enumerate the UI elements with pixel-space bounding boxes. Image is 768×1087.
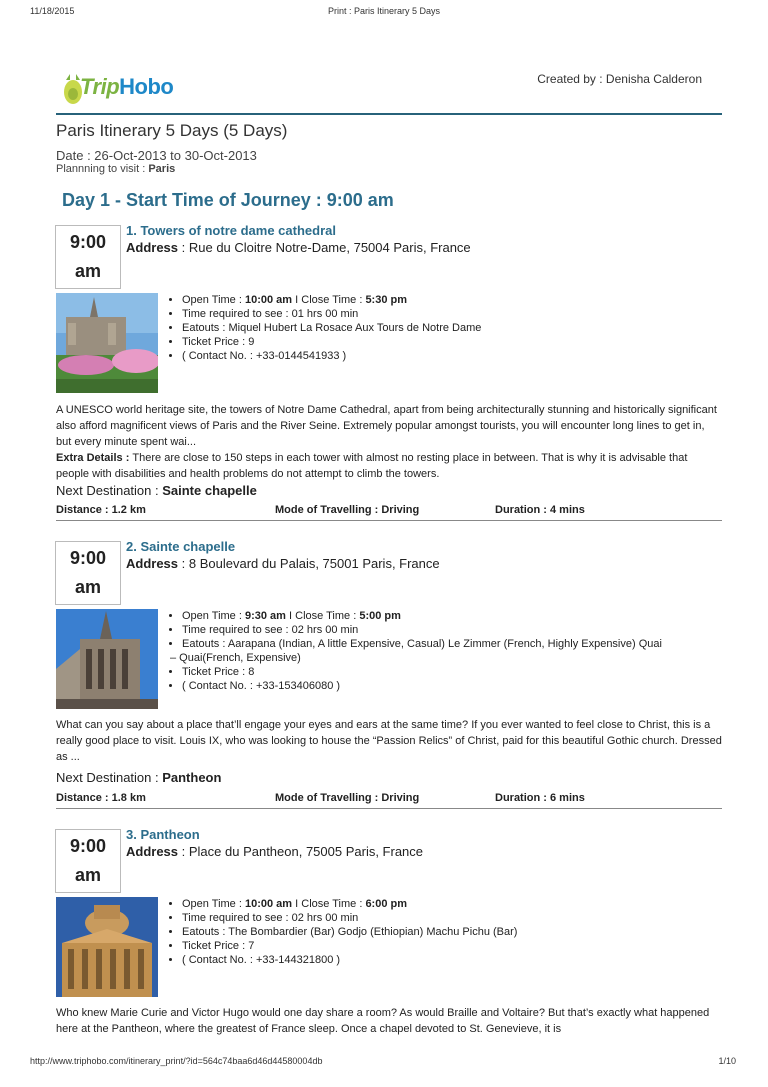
extra-details-label: Extra Details :: [56, 452, 133, 464]
place-photo: [56, 897, 158, 997]
time-box: [55, 829, 121, 893]
triphobo-logo[interactable]: [62, 70, 174, 110]
day-heading: Day 1 - Start Time of Journey : 9:00 am: [62, 190, 394, 210]
address-value: : Place du Pantheon, 75005 Paris, France: [178, 844, 424, 859]
place-address: [126, 240, 471, 255]
address-label: Address: [126, 844, 179, 859]
time-ampm: am: [74, 577, 101, 597]
planning-to-visit: [56, 163, 175, 175]
travel-info: [56, 792, 722, 809]
ticket-price: • Ticket Price : 7: [182, 939, 734, 953]
place-name[interactable]: 2. Sainte chapelle: [126, 539, 236, 554]
time-required: • Time required to see : 01 hrs 00 min: [182, 307, 734, 321]
time-required: • Time required to see : 02 hrs 00 min: [182, 623, 734, 637]
place-details: [170, 293, 734, 363]
distance: Distance : 1.2 km: [56, 504, 146, 516]
contact-number: • ( Contact No. : +33-0144541933 ): [182, 349, 734, 363]
next-destination: Next Destination : Sainte chapelle: [56, 483, 257, 498]
open-close-time: • Open Time : 9:30 am I Close Time : 5:00 pm: [182, 609, 734, 623]
place-details: [170, 897, 734, 967]
address-value: : 8 Boulevard du Palais, 75001 Paris, France: [178, 556, 440, 571]
contact-number: • ( Contact No. : +33-153406080 ): [182, 679, 734, 693]
eatouts: • Eatouts : Miquel Hubert La Rosace Aux Tours de Notre Dame: [182, 321, 734, 335]
place-name[interactable]: 3. Pantheon: [126, 827, 200, 842]
header-rule: [56, 113, 722, 115]
time-value: 9:00: [69, 548, 107, 568]
itinerary-title: Paris Itinerary 5 Days (5 Days): [56, 121, 288, 140]
travel-mode: Mode of Travelling : Driving: [275, 792, 420, 804]
print-date: 11/18/2015: [30, 6, 75, 16]
place-details: [170, 609, 734, 693]
time-box: [55, 541, 121, 605]
footer-url[interactable]: http://www.triphobo.com/itinerary_print/?id=564c74baa6d46d44580004db: [30, 1056, 323, 1066]
time-box: [55, 225, 121, 289]
place-photo: [56, 293, 158, 393]
extra-details: There are close to 150 steps in each tower with almost no resting place in between. That is why it is advisable that people with disabilities and health problems do not attempt to climb the towers.: [56, 452, 688, 480]
page-number: 1/10: [718, 1056, 736, 1066]
distance: Distance : 1.8 km: [56, 792, 146, 804]
place-description: A UNESCO world heritage site, the towers of Notre Dame Cathedral, apart from being architecturally stunning and historically significant also afford magnificent views of Paris and the River Seine. Extremely popular amongst tourists, you will encounter long lines to get in, but every minute spent wai... Extra Details : There are close to 150 steps in each tower with almost no resting place in between. That is why it is advisable that people with disabilities and health problems do not attempt to climb the towers.: [56, 404, 717, 480]
time-required: • Time required to see : 02 hrs 00 min: [182, 911, 734, 925]
duration: Duration : 6 mins: [495, 792, 585, 804]
print-title: Print : Paris Itinerary 5 Days: [327, 6, 441, 16]
time-value: 9:00: [69, 836, 107, 856]
place-address: [126, 556, 440, 571]
plan-label: Plannning to visit :: [56, 163, 149, 175]
time-value: 9:00: [69, 232, 107, 252]
itinerary-date: Date : 26-Oct-2013 to 30-Oct-2013: [56, 148, 257, 163]
travel-info: [56, 504, 722, 521]
duration: Duration : 4 mins: [495, 504, 585, 516]
plan-city: Paris: [148, 163, 176, 175]
ticket-price: • Ticket Price : 8: [182, 665, 734, 679]
ticket-price: • Ticket Price : 9: [182, 335, 734, 349]
eatouts: • Eatouts : Aarapana (Indian, A little Expensive, Casual) Le Zimmer (French, Highly Expensive) Quai: [182, 637, 734, 651]
time-ampm: am: [74, 865, 101, 885]
logo-part-trip: Trip: [80, 74, 120, 99]
place-photo: [56, 609, 158, 709]
open-close-time: • Open Time : 10:00 am I Close Time : 5:30 pm: [182, 293, 734, 307]
place-description: Who knew Marie Curie and Victor Hugo would one day share a room? As would Braille and Voltaire? But that’s exactly what happened here at the Pantheon, where the greatest of France sleep. Once a chapel devoted to St. Genevieve, it is: [56, 1007, 710, 1035]
address-label: Address: [126, 556, 179, 571]
contact-number: • ( Contact No. : +33-144321800 ): [182, 953, 734, 967]
logo-part-hobo: Hobo: [119, 74, 174, 99]
place-address: [126, 844, 423, 859]
address-label: Address: [126, 240, 179, 255]
open-close-time: • Open Time : 10:00 am I Close Time : 6:00 pm: [182, 897, 734, 911]
address-value: : Rue du Cloitre Notre-Dame, 75004 Paris, France: [178, 240, 471, 255]
created-by: Created by : Denisha Calderon: [537, 72, 702, 86]
next-destination: Next Destination : Pantheon: [56, 770, 222, 785]
eatouts-continued: – Quai(French, Expensive): [170, 652, 301, 664]
place-description: What can you say about a place that’ll engage your eyes and ears at the same time? If you ever wanted to feel close to Christ, this is a really good place to visit. Louis IX, who was looking to house the “Passion Relics” of Christ, paid for this beautiful Gothic church. Dressed as ...: [56, 719, 722, 763]
time-ampm: am: [74, 261, 101, 281]
eatouts: • Eatouts : The Bombardier (Bar) Godjo (Ethiopian) Machu Pichu (Bar): [182, 925, 734, 939]
travel-mode: Mode of Travelling : Driving: [275, 504, 420, 516]
place-name[interactable]: 1. Towers of notre dame cathedral: [126, 223, 336, 238]
